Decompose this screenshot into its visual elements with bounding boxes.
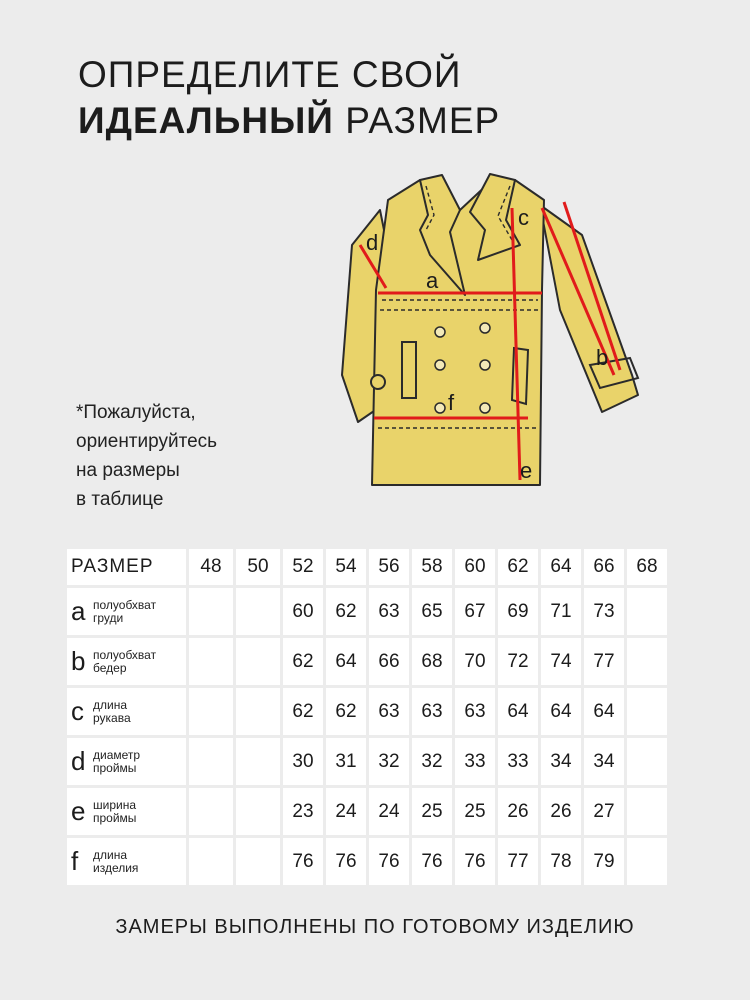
row-letter: c bbox=[71, 696, 84, 726]
cell: 76 bbox=[283, 838, 323, 885]
row-letter: a bbox=[71, 596, 86, 626]
cell: 68 bbox=[412, 638, 452, 685]
cell: 63 bbox=[412, 688, 452, 735]
cell bbox=[189, 838, 233, 885]
cell: 24 bbox=[326, 788, 366, 835]
cell: 63 bbox=[455, 688, 495, 735]
cell: 72 bbox=[498, 638, 538, 685]
row-label bbox=[67, 788, 186, 835]
cell: 64 bbox=[498, 688, 538, 735]
cell: 65 bbox=[412, 588, 452, 635]
label-c: c bbox=[518, 205, 529, 230]
row-letter: b bbox=[71, 646, 86, 676]
cell: 67 bbox=[455, 588, 495, 635]
row-label bbox=[67, 688, 186, 735]
title-line-2 bbox=[78, 98, 500, 144]
row-description: диаметр проймы bbox=[93, 747, 141, 775]
title-line-1: ОПРЕДЕЛИТЕ СВОЙ bbox=[78, 54, 462, 95]
cell bbox=[627, 788, 667, 835]
table-row bbox=[67, 688, 667, 735]
row-label bbox=[67, 588, 186, 635]
table-header-row bbox=[67, 549, 667, 585]
cell: 23 bbox=[283, 788, 323, 835]
cell: 78 bbox=[541, 838, 581, 885]
cell bbox=[189, 788, 233, 835]
cell: 25 bbox=[412, 788, 452, 835]
cell bbox=[236, 738, 280, 785]
cell: 26 bbox=[541, 788, 581, 835]
header-label: РАЗМЕР bbox=[67, 549, 186, 585]
cell: 62 bbox=[283, 638, 323, 685]
table-row bbox=[67, 738, 667, 785]
row-description: ширина проймы bbox=[93, 797, 137, 825]
cell: 33 bbox=[455, 738, 495, 785]
table-row bbox=[67, 638, 667, 685]
size-50: 50 bbox=[236, 549, 280, 585]
size-48: 48 bbox=[189, 549, 233, 585]
cell: 31 bbox=[326, 738, 366, 785]
cell: 70 bbox=[455, 638, 495, 685]
label-b: b bbox=[596, 345, 609, 370]
table-row bbox=[67, 588, 667, 635]
label-f: f bbox=[448, 390, 455, 415]
row-description: длина изделия bbox=[93, 847, 139, 875]
size-68: 68 bbox=[627, 549, 667, 585]
cell bbox=[627, 688, 667, 735]
cell: 30 bbox=[283, 738, 323, 785]
cell: 69 bbox=[498, 588, 538, 635]
row-label bbox=[67, 738, 186, 785]
cell: 63 bbox=[369, 588, 409, 635]
cell: 60 bbox=[283, 588, 323, 635]
cell: 77 bbox=[498, 838, 538, 885]
cell: 63 bbox=[369, 688, 409, 735]
cell: 27 bbox=[584, 788, 624, 835]
size-66: 66 bbox=[584, 549, 624, 585]
cell: 79 bbox=[584, 838, 624, 885]
cell: 71 bbox=[541, 588, 581, 635]
cell: 32 bbox=[412, 738, 452, 785]
label-e: e bbox=[520, 458, 533, 483]
cell: 25 bbox=[455, 788, 495, 835]
cell: 77 bbox=[584, 638, 624, 685]
title-bold-word: ИДЕАЛЬНЫЙ bbox=[78, 100, 334, 141]
size-note bbox=[76, 398, 217, 514]
cell: 62 bbox=[326, 588, 366, 635]
cell bbox=[627, 738, 667, 785]
cell: 74 bbox=[541, 638, 581, 685]
cell bbox=[189, 588, 233, 635]
cell bbox=[189, 688, 233, 735]
note-line-1: *Пожалуйста, bbox=[76, 402, 196, 423]
cell bbox=[189, 738, 233, 785]
note-line-2: ориентируйтесь bbox=[76, 431, 218, 452]
cell: 76 bbox=[369, 838, 409, 885]
cell: 62 bbox=[283, 688, 323, 735]
cell: 26 bbox=[498, 788, 538, 835]
page-title bbox=[78, 52, 500, 144]
cell bbox=[627, 588, 667, 635]
cell bbox=[236, 638, 280, 685]
size-64: 64 bbox=[541, 549, 581, 585]
cell bbox=[189, 638, 233, 685]
cell: 33 bbox=[498, 738, 538, 785]
note-line-4: в таблице bbox=[76, 489, 164, 510]
cell bbox=[236, 838, 280, 885]
cell: 34 bbox=[584, 738, 624, 785]
cell bbox=[236, 788, 280, 835]
cell: 64 bbox=[541, 688, 581, 735]
label-d: d bbox=[366, 230, 379, 255]
cell bbox=[236, 588, 280, 635]
cell: 76 bbox=[412, 838, 452, 885]
cell: 64 bbox=[584, 688, 624, 735]
table-row bbox=[67, 788, 667, 835]
footer-note: ЗАМЕРЫ ВЫПОЛНЕНЫ ПО ГОТОВОМУ ИЗДЕЛИЮ bbox=[115, 916, 635, 938]
cell: 76 bbox=[455, 838, 495, 885]
cell: 73 bbox=[584, 588, 624, 635]
cell: 66 bbox=[369, 638, 409, 685]
row-letter: d bbox=[71, 746, 86, 776]
cell: 24 bbox=[369, 788, 409, 835]
cell: 76 bbox=[326, 838, 366, 885]
label-a: a bbox=[426, 268, 439, 293]
coat-diagram bbox=[330, 160, 660, 500]
cell bbox=[627, 838, 667, 885]
table-row bbox=[67, 838, 667, 885]
size-54: 54 bbox=[326, 549, 366, 585]
row-label bbox=[67, 638, 186, 685]
row-label bbox=[67, 838, 186, 885]
row-description: длина рукава bbox=[93, 697, 131, 725]
size-table bbox=[64, 546, 670, 888]
note-line-3: на размеры bbox=[76, 460, 180, 481]
row-letter: f bbox=[71, 846, 79, 876]
row-description: полуобхват груди bbox=[93, 597, 157, 625]
cell bbox=[236, 688, 280, 735]
size-52: 52 bbox=[283, 549, 323, 585]
cell bbox=[627, 638, 667, 685]
cell: 64 bbox=[326, 638, 366, 685]
size-62: 62 bbox=[498, 549, 538, 585]
cell: 62 bbox=[326, 688, 366, 735]
row-description: полуобхват бедер bbox=[93, 647, 157, 675]
cell: 32 bbox=[369, 738, 409, 785]
row-letter: e bbox=[71, 796, 86, 826]
size-58: 58 bbox=[412, 549, 452, 585]
title-rest-word: РАЗМЕР bbox=[345, 100, 501, 141]
size-60: 60 bbox=[455, 549, 495, 585]
size-56: 56 bbox=[369, 549, 409, 585]
cell: 34 bbox=[541, 738, 581, 785]
